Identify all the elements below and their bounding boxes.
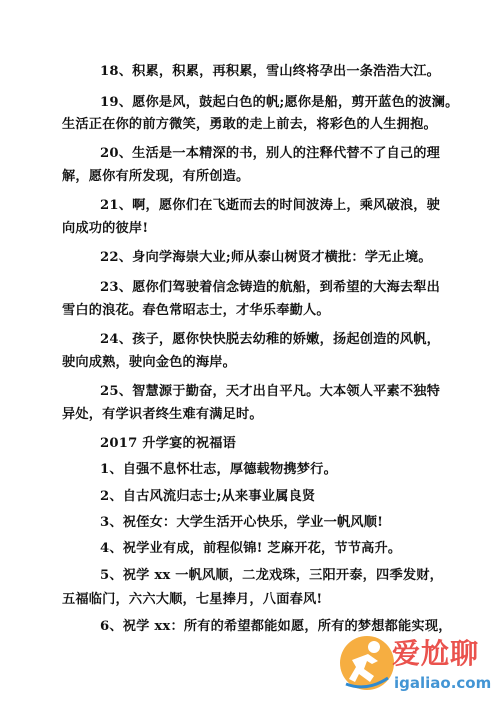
text-line: 4、祝学业有成，前程似锦! 芝麻开花，节节高升。 xyxy=(100,541,402,556)
text-line: 24、孩子，愿你快快脱去幼稚的娇嫩，扬起创造的风帆， xyxy=(100,332,441,347)
text-line: 1、自强不息怀壮志，厚德载物携梦行。 xyxy=(100,462,337,477)
watermark xyxy=(338,630,498,700)
text-line: 五福临门，六六大顺，七星捧月，八面春风! xyxy=(62,592,323,607)
text-line: 6、祝学 xx：所有的希望都能如愿，所有的梦想都能实现， xyxy=(100,619,452,634)
watermark-title: 爱尬聊 xyxy=(392,637,480,670)
text-line: 解，愿你有所发现，有所创造。 xyxy=(62,169,250,184)
text-line: 2、自古风流归志士;从来事业属良贤 xyxy=(100,489,316,504)
text-line: 20、生活是一本精深的书，别人的注释代替不了自己的理 xyxy=(100,146,441,161)
text-line: 向成功的彼岸! xyxy=(62,221,149,236)
text-line: 21、啊，愿你们在飞逝而去的时间波涛上，乘风破浪，驶 xyxy=(100,198,441,213)
runner-logo-icon xyxy=(338,634,396,692)
text-line: 18、积累，积累，再积累，雪山终将孕出一条浩浩大江。 xyxy=(100,64,441,79)
text-line: 5、祝学 xx 一帆风顺，二龙戏珠，三阳开泰，四季发财， xyxy=(100,568,443,583)
text-line: 23、愿你们驾驶着信念铸造的航船，到希望的大海去犁出 xyxy=(100,280,441,295)
text-line: 生活正在你的前方微笑，勇敢的走上前去，将彩色的人生拥抱。 xyxy=(62,117,437,132)
text-line: 19、愿你是风，鼓起白色的帆;愿你是船，剪开蓝色的波澜。 xyxy=(100,95,459,110)
section-heading: 2017 升学宴的祝福语 xyxy=(100,436,237,451)
text-line: 22、身向学海崇大业;师从泰山树贤才横批：学无止境。 xyxy=(100,250,432,265)
text-line: 异处，有学识者终生难有满足时。 xyxy=(62,407,263,422)
watermark-url: igaliao.com xyxy=(394,674,492,692)
text-line: 雪白的浪花。春色常昭志士，才华乐奉勤人。 xyxy=(62,303,330,318)
text-line: 驶向成熟，驶向金色的海岸。 xyxy=(62,355,237,370)
text-line: 3、祝侄女：大学生活开心快乐，学业一帆风顺! xyxy=(100,515,384,530)
text-line: 25、智慧源于勤奋，天才出自平凡。大本领人平素不独特 xyxy=(100,384,441,399)
